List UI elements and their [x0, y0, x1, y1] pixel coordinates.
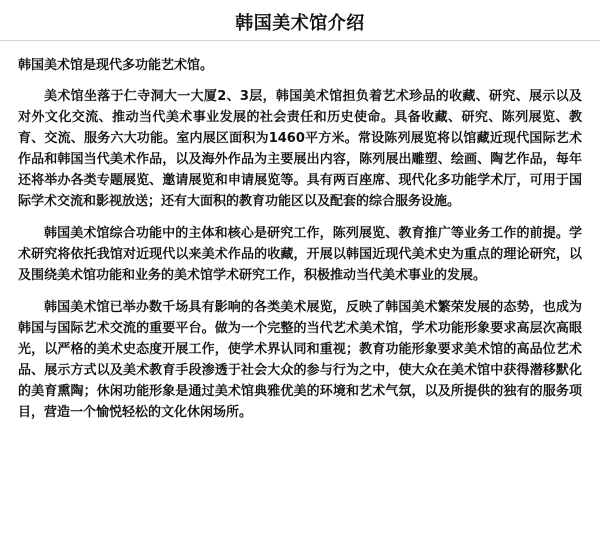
title-divider [0, 40, 600, 41]
paragraph-research: 韩国美术馆综合功能中的主体和核心是研究工作，陈列展览、教育推广等业务工作的前提。学术研究将依托我馆对近现代以来美术作品的收藏，开展以韩国近现代美术史为重点的理论研究，以及围绕美术馆功能和业务的美术馆学术研究工作，积极推动当代美术事业的发展。 [18, 226, 582, 283]
document-title: 韩国美术馆介绍 [235, 13, 365, 34]
paragraph-location-functions: 美术馆坐落于仁寺洞大一大厦2、3层，韩国美术馆担负着艺术珍品的收藏、研究、展示以及对外文化交流、推动当代美术事业发展的社会责任和历史使命。具备收藏、研究、陈列展览、教育、交流、服务六大功能。室内展区面积为1460平方米。常设陈列展览将以馆藏近现代国际艺术作品和韩国当代美术作品，以及海外作品为主要展出内容，陈列展出雕塑、绘画、陶艺作品，每年还将举办各类专题展览、邀请展览和申请展览等。具有两百座席、现代化多功能学术厅，可用于国际学术交流和影视放送；还有大面积的教育功能区以及配套的综合服务设施。 [18, 89, 582, 209]
intro-line: 韩国美术馆是现代多功能艺术馆。 [18, 58, 214, 73]
paragraph-exhibitions: 韩国美术馆已举办数千场具有影响的各类美术展览，反映了韩国美术繁荣发展的态势，也成为韩国与国际艺术交流的重要平台。做为一个完整的当代艺术美术馆，学术功能形象要求高层次高眼光，以严格的美术史态度开展工作，使学术界认同和重视；教育功能形象要求美术馆的高品位艺术品、展示方式以及美术教育手段渗透于社会大众的参与行为之中，使大众在美术馆中获得潜移默化的美育熏陶；休闲功能形象是通过美术馆典雅优美的环境和艺术气氛，以及所提供的独有的服务项目，营造一个愉悦轻松的文化休闲场所。 [18, 300, 582, 420]
